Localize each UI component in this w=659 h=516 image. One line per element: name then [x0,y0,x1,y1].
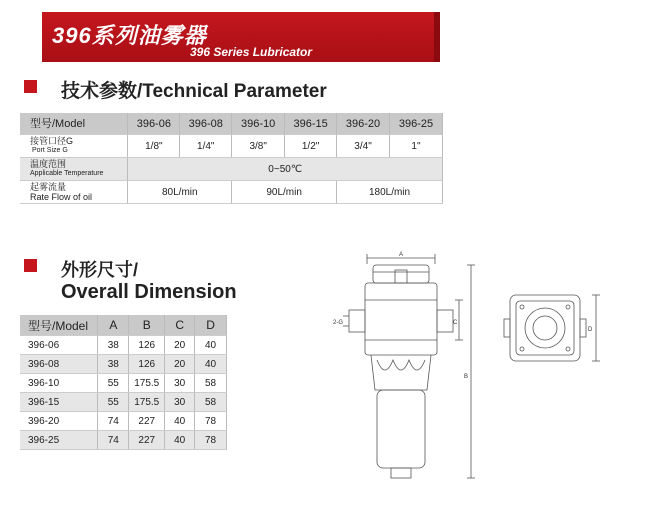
dim-cell: 126 [129,355,165,374]
table-row [20,374,227,393]
model-396-15: 396-15 [285,113,337,135]
banner-edge [434,12,440,62]
dim-cell: 78 [195,412,227,431]
dimension-table [20,315,227,450]
dim-cell-model: 396-06 [20,336,98,355]
dim-cell: 78 [195,431,227,450]
flow-rate-value: 90L/min [232,181,337,204]
section-marker-dimension [24,259,37,272]
dim-header-a: A [98,315,129,336]
dim-header-model: 型号/Model [20,315,98,336]
port-size-label-en: Port Size G [32,147,68,154]
inlet-port [349,310,365,332]
dim-cell: 55 [98,393,129,412]
label-c: C [453,320,458,326]
dim-cell: 40 [165,412,195,431]
flow-rate-value: 80L/min [128,181,232,204]
temperature-row [20,158,443,181]
port-size-label-cn: 接管口径G [30,136,74,146]
dim-header-b: B [129,315,165,336]
label-a: A [399,252,404,258]
top-view-body [510,295,580,361]
label-b: B [464,374,469,380]
dim-cell-model: 396-15 [20,393,98,412]
dim-cell: 227 [129,412,165,431]
temperature-value: 0~50℃ [128,158,443,181]
dim-cell: 38 [98,355,129,374]
flow-rate-row [20,181,443,204]
flow-rate-label-cn: 起雾流量 [30,182,67,192]
bowl-guard [371,355,431,390]
dim-cell-model: 396-08 [20,355,98,374]
table-row [20,431,227,450]
dim-cell: 30 [165,393,195,412]
table-row [20,393,227,412]
table-row [20,355,227,374]
dim-cell: 58 [195,374,227,393]
technical-parameter-table [20,113,443,204]
lubricator-side-view-drawing [325,250,485,486]
tech-section-title: 技术参数/Technical Parameter [61,81,327,102]
dim-cell: 74 [98,412,129,431]
dim-header-c: C [165,315,195,336]
model-header: 型号/Model [20,113,128,135]
dim-cell: 74 [98,431,129,450]
dim-cell: 38 [98,336,129,355]
dim-cell: 175.5 [129,374,165,393]
model-396-08: 396-08 [180,113,232,135]
dim-cell: 175.5 [129,393,165,412]
dim-cell-model: 396-10 [20,374,98,393]
temperature-label [20,158,128,181]
port-size-cell: 3/4" [337,135,390,158]
flow-rate-value: 180L/min [337,181,443,204]
port-size-cell: 3/8" [232,135,285,158]
temperature-label-en: Applicable Temperature [30,170,104,177]
lubricator-top-view-drawing [500,285,610,377]
outlet-port [437,310,453,332]
dim-header-d: D [195,315,227,336]
banner-notch [20,12,42,62]
dimension-section-title-cn: 外形尺寸/ [61,260,139,280]
dim-cell: 20 [165,336,195,355]
model-396-06: 396-06 [128,113,180,135]
dim-cell: 40 [195,355,227,374]
dim-cell-model: 396-20 [20,412,98,431]
lubricator-cap [373,265,429,283]
table-row [20,412,227,431]
model-396-10: 396-10 [232,113,285,135]
flow-rate-label [20,181,128,204]
banner-subtitle: 396 Series Lubricator [190,45,313,59]
dim-cell: 58 [195,393,227,412]
dim-cell: 30 [165,374,195,393]
lubricator-bowl [377,390,425,468]
dim-cell: 40 [165,431,195,450]
dimension-section-title-en: Overall Dimension [61,281,237,303]
top-view-inner-ring [533,316,557,340]
label-d: D [588,327,593,333]
flow-rate-label-en: Rate Flow of oil [30,192,93,202]
dim-cell: 126 [129,336,165,355]
dim-cell: 20 [165,355,195,374]
model-396-25: 396-25 [389,113,442,135]
title-banner [20,12,440,62]
port-size-cell: 1/2" [285,135,337,158]
model-396-20: 396-20 [337,113,390,135]
banner-title: 396系列油雾器 [52,23,207,48]
table-row [20,336,227,355]
section-marker-technical [24,80,37,93]
port-size-label [20,135,128,158]
table-header-row [20,315,227,336]
temperature-label-cn: 温度范围 [30,159,67,169]
port-size-row [20,135,443,158]
dim-cell-model: 396-25 [20,431,98,450]
port-size-cell: 1/4" [180,135,232,158]
dim-cell: 40 [195,336,227,355]
table-header-row [20,113,443,135]
lubricator-body [365,283,437,355]
top-view-outer-ring [525,308,565,348]
port-size-cell: 1" [389,135,442,158]
dim-cell: 55 [98,374,129,393]
drain-plug [391,468,411,478]
label-port: 2-G [333,320,344,326]
dim-cell: 227 [129,431,165,450]
port-size-cell: 1/8" [128,135,180,158]
